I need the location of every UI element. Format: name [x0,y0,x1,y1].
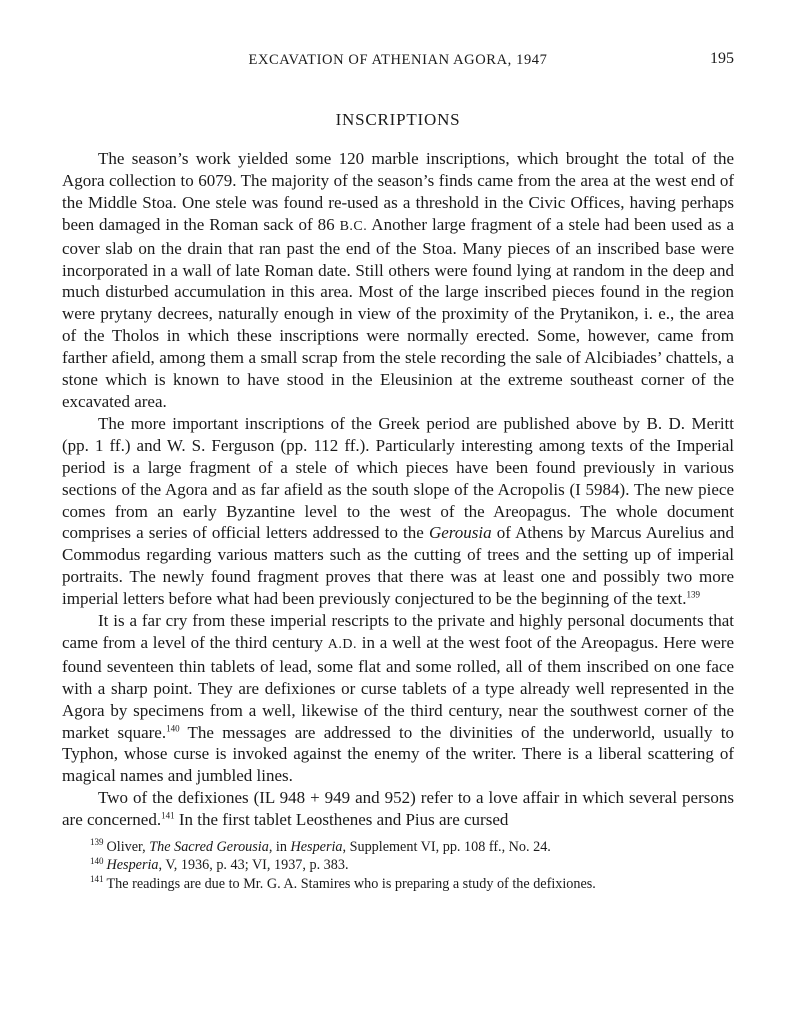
footnote-text: , in [268,839,291,856]
paragraph-4 [62,787,734,831]
footnote-journal-italic: Hesperia [290,839,343,856]
era-abbrev-bc: B.C. [339,218,368,234]
body-text [62,148,734,831]
era-abbrev-ad: A.D. [327,636,358,652]
footnote-number: 140 [90,855,104,866]
section-title: INSCRIPTIONS [335,110,461,129]
footnote-text: , Supplement VI, pp. 108 ff., No. 24. [342,839,551,856]
paragraph-1-text-a: The season’s work yielded some 120 marble inscriptions, which brought the total of the Agora collection to 6079. The majority of the season’s finds came from the area at the west end of the Middle Stoa. One stele was found re-used as a threshold in the Civic Offices, having perhaps been damaged in the Roman sack of 86 [62,149,734,234]
paragraph-3 [62,610,734,787]
paragraph-3-text-a: It is a far cry from these imperial rescripts to the private and highly personal documents that came from a level of the third century [62,611,734,652]
term-gerousia: Gerousia [428,523,492,543]
journal-page [62,46,734,893]
footnote-ref-140[interactable]: 140 [166,722,180,733]
footnote-number: 139 [90,837,104,848]
footnote-139 [90,838,734,856]
running-title: EXCAVATION OF ATHENIAN AGORA, 1947 [248,52,548,68]
footnote-title-italic: The Sacred Gerousia [149,839,269,856]
paragraph-3-text-c: The messages are addressed to the divinities of the underworld, usually to Typhon, whose curse is invoked against the enemy of the writer. There is a liberal scattering of magical names and jumbled lines. [62,722,734,786]
footnotes [62,838,734,893]
footnote-text: The readings are due to Mr. G. A. Stamires who is preparing a study of the defixiones. [106,875,596,892]
footnote-ref-139[interactable]: 139 [686,589,701,600]
footnote-ref-141[interactable]: 141 [161,810,175,821]
footnote-text: , V, 1936, p. 43; VI, 1937, p. 383. [158,857,349,874]
footnote-text: Oliver, [106,839,150,856]
footnote-number: 141 [90,873,104,884]
paragraph-4-text-b: In the first tablet Leosthenes and Pius are cursed [174,810,509,830]
page-number: 195 [710,50,734,67]
footnote-journal-italic: Hesperia [106,857,159,874]
running-header [62,46,734,76]
paragraph-2-text-b: of Athens by Marcus Aurelius and Commodus regarding various matters such as the cutting of trees and the setting up of imperial portraits. The newly found fragment proves that there was at least one and possibly two more imperial letters before what had been previously conjectured to be the beginning of the text. [62,523,734,609]
paragraph-2 [62,413,734,610]
paragraph-4-text-a: Two of the defixiones (IL 948 + 949 and 952) refer to a love affair in which several persons are concerned. [62,788,734,830]
footnote-141 [90,875,734,893]
paragraph-3-text-b: in a well at the west foot of the Areopagus. Here were found seventeen thin tablets of lead, some flat and some rolled, all of them inscribed on one face with a sharp point. They are defixiones or curse tablets of a type already well represented in the Agora by specimens from a well, likewise of the third century, near the southwest corner of the market square. [62,632,734,742]
footnote-140 [90,856,734,874]
paragraph-1 [62,148,734,413]
paragraph-2-text-a: The more important inscriptions of the Greek period are published above by B. D. Meritt (pp. 1 ff.) and W. S. Ferguson (pp. 112 ff.). Particularly interesting among texts of the Imperial period is a large fragment of a stele of which pieces have been found previously in various sections of the Agora and as far afield as the south slope of the Acropolis (I 5984). The new piece comes from an early Byzantine level to the west of the Areopagus. The whole document comprises a series of official letters addressed to the [62,413,734,543]
paragraph-1-text-b: Another large fragment of a stele had been used as a cover slab on the drain that ran past the end of the Stoa. Many pieces of an inscribed base were incorporated in a wall of late Roman date. Still others were found lying at random in the deep and much disturbed accumulation in this area. Most of the large inscribed pieces found in the region were prytany decrees, naturally enough in view of the proximity of the Prytanikon, i. e., the area of the Tholos in which these inscriptions were normally erected. Some, however, came from farther afield, among them a small scrap from the stele recording the sale of Alcibiades’ chattels, a stone which is known to have stood in the Eleusinion at the extreme southeast corner of the excavated area. [62,214,734,411]
